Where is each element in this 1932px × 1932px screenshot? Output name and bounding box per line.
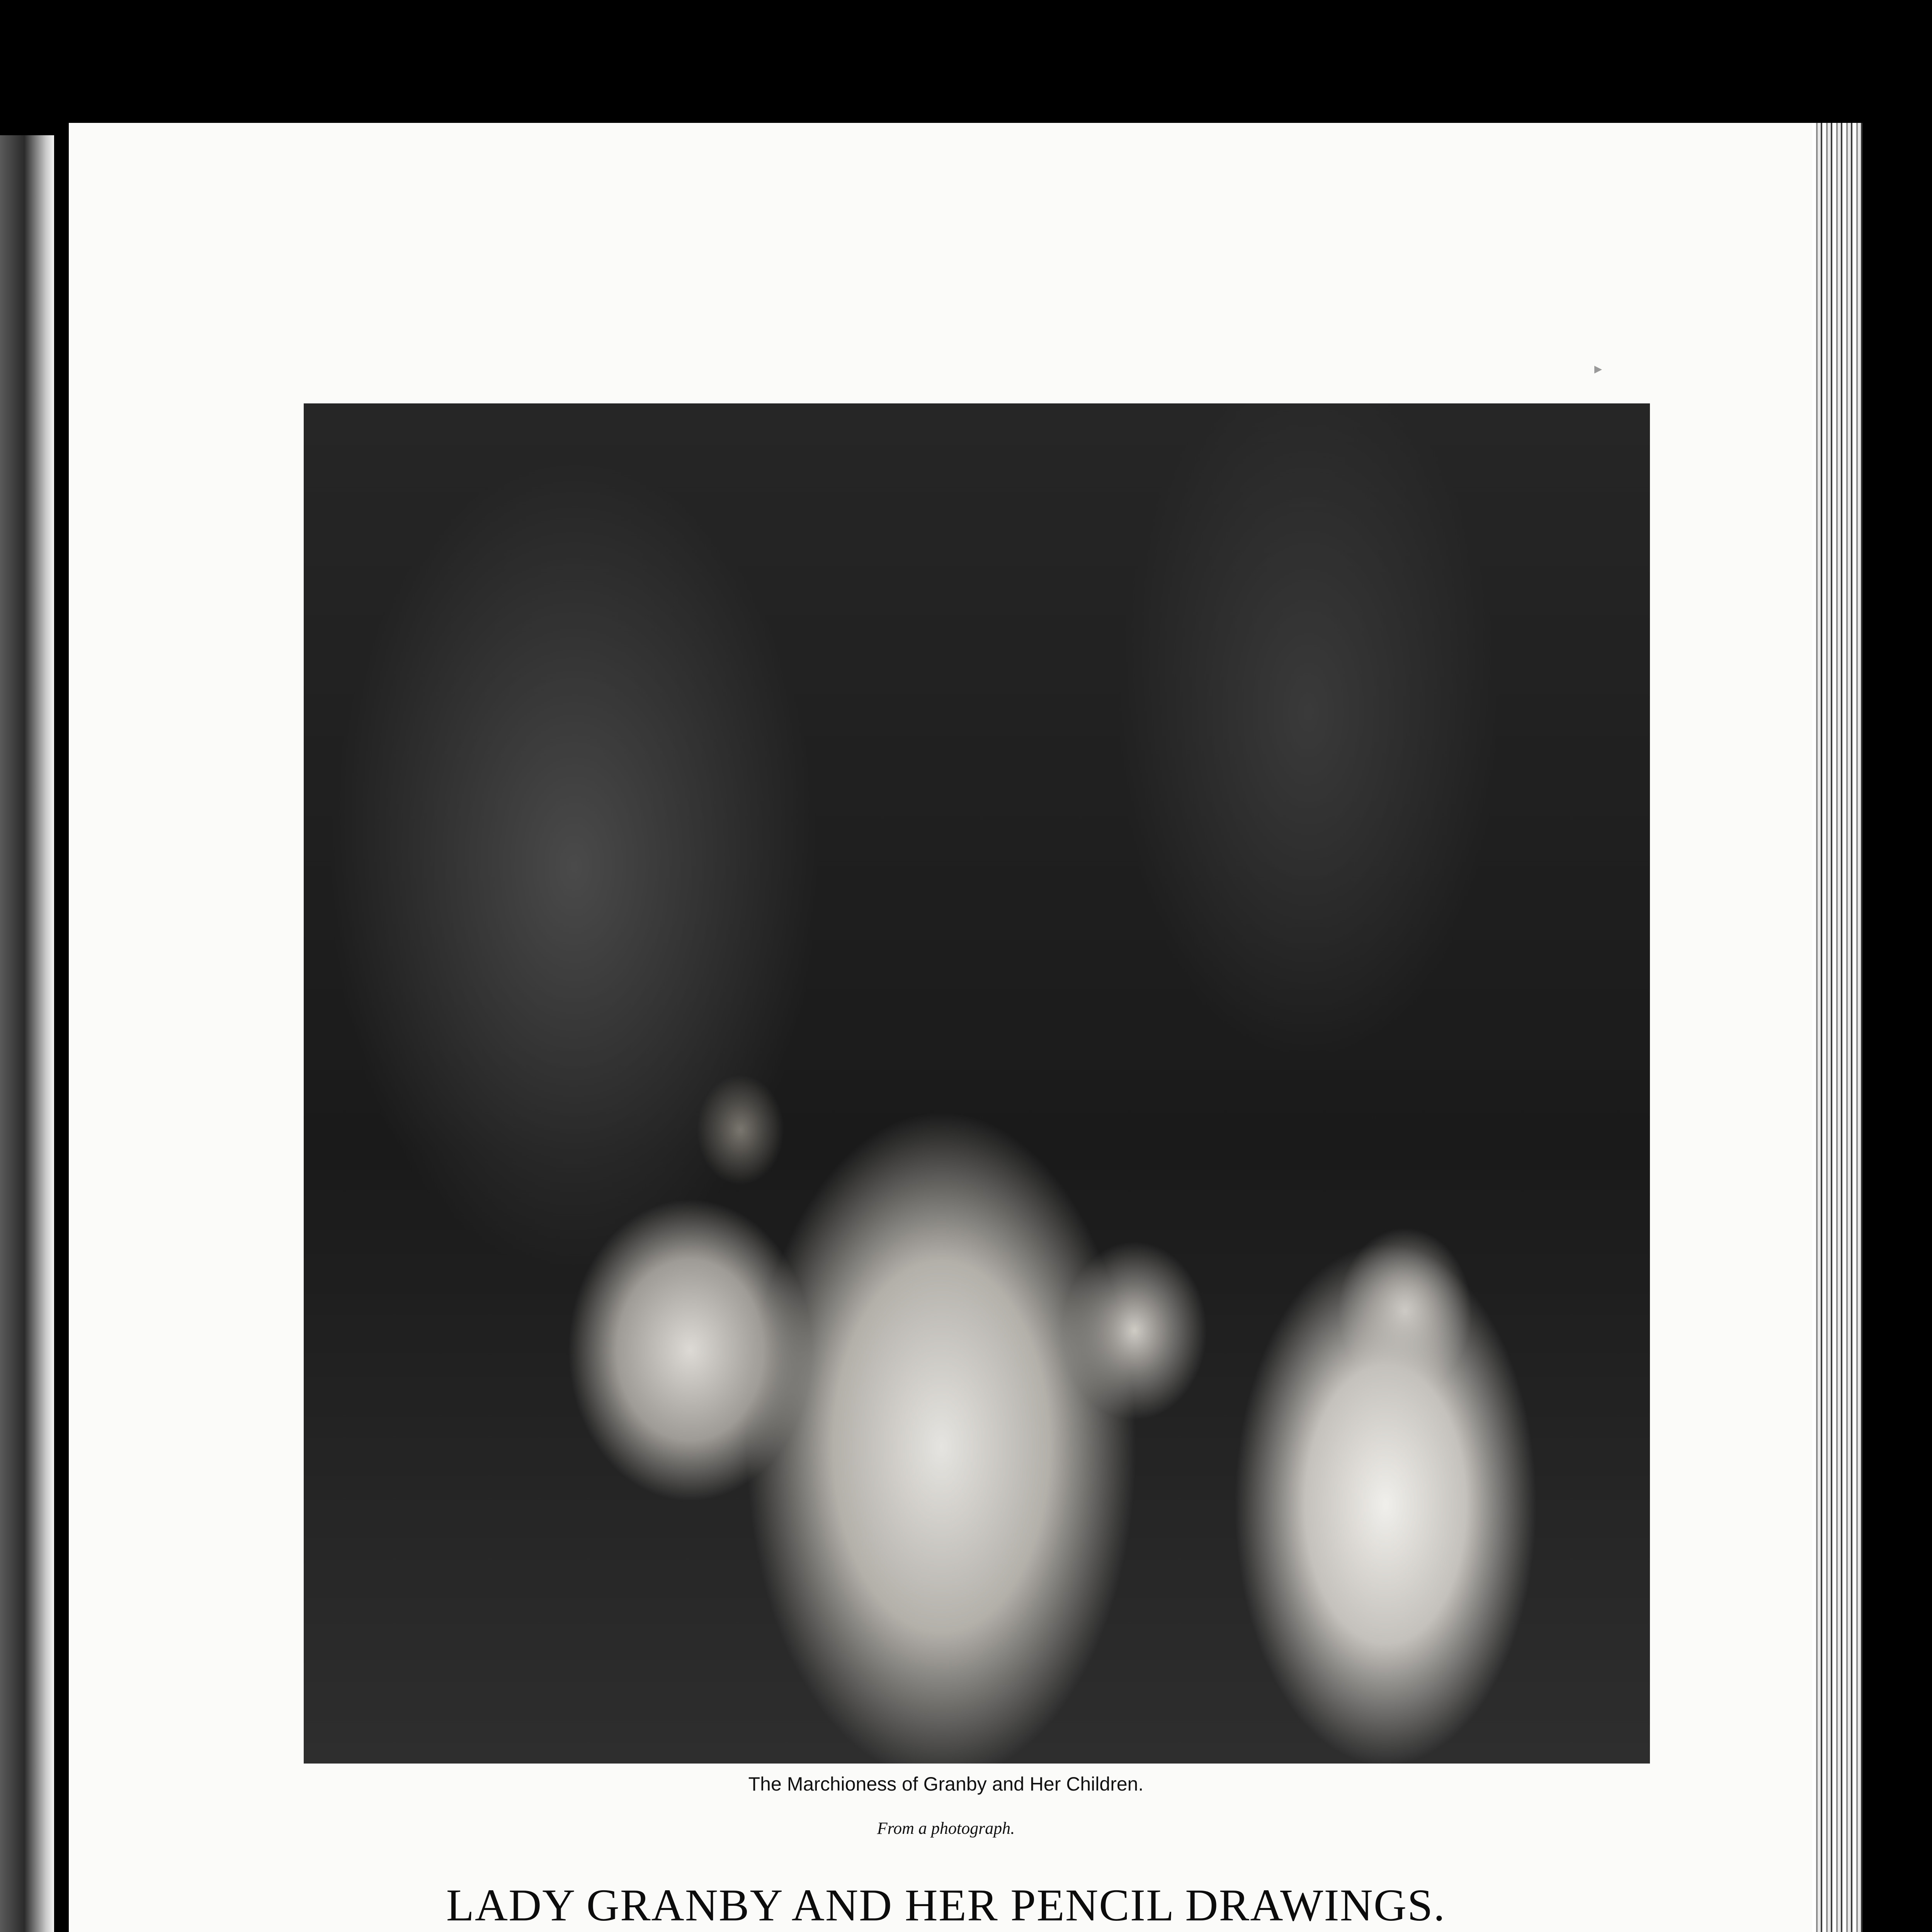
photo-caption: The Marchioness of Granby and Her Children. xyxy=(748,1773,1144,1795)
left-page-edge xyxy=(0,135,54,1932)
corner-mark: ▸ xyxy=(1594,360,1602,377)
article-headline: LADY GRANBY AND HER PENCIL DRAWINGS. xyxy=(446,1880,1446,1930)
photo-credit: From a photograph. xyxy=(877,1819,1015,1838)
page-stack-edges xyxy=(1812,123,1862,1932)
photograph-marchioness-and-children xyxy=(304,403,1650,1764)
magazine-page xyxy=(69,123,1823,1932)
